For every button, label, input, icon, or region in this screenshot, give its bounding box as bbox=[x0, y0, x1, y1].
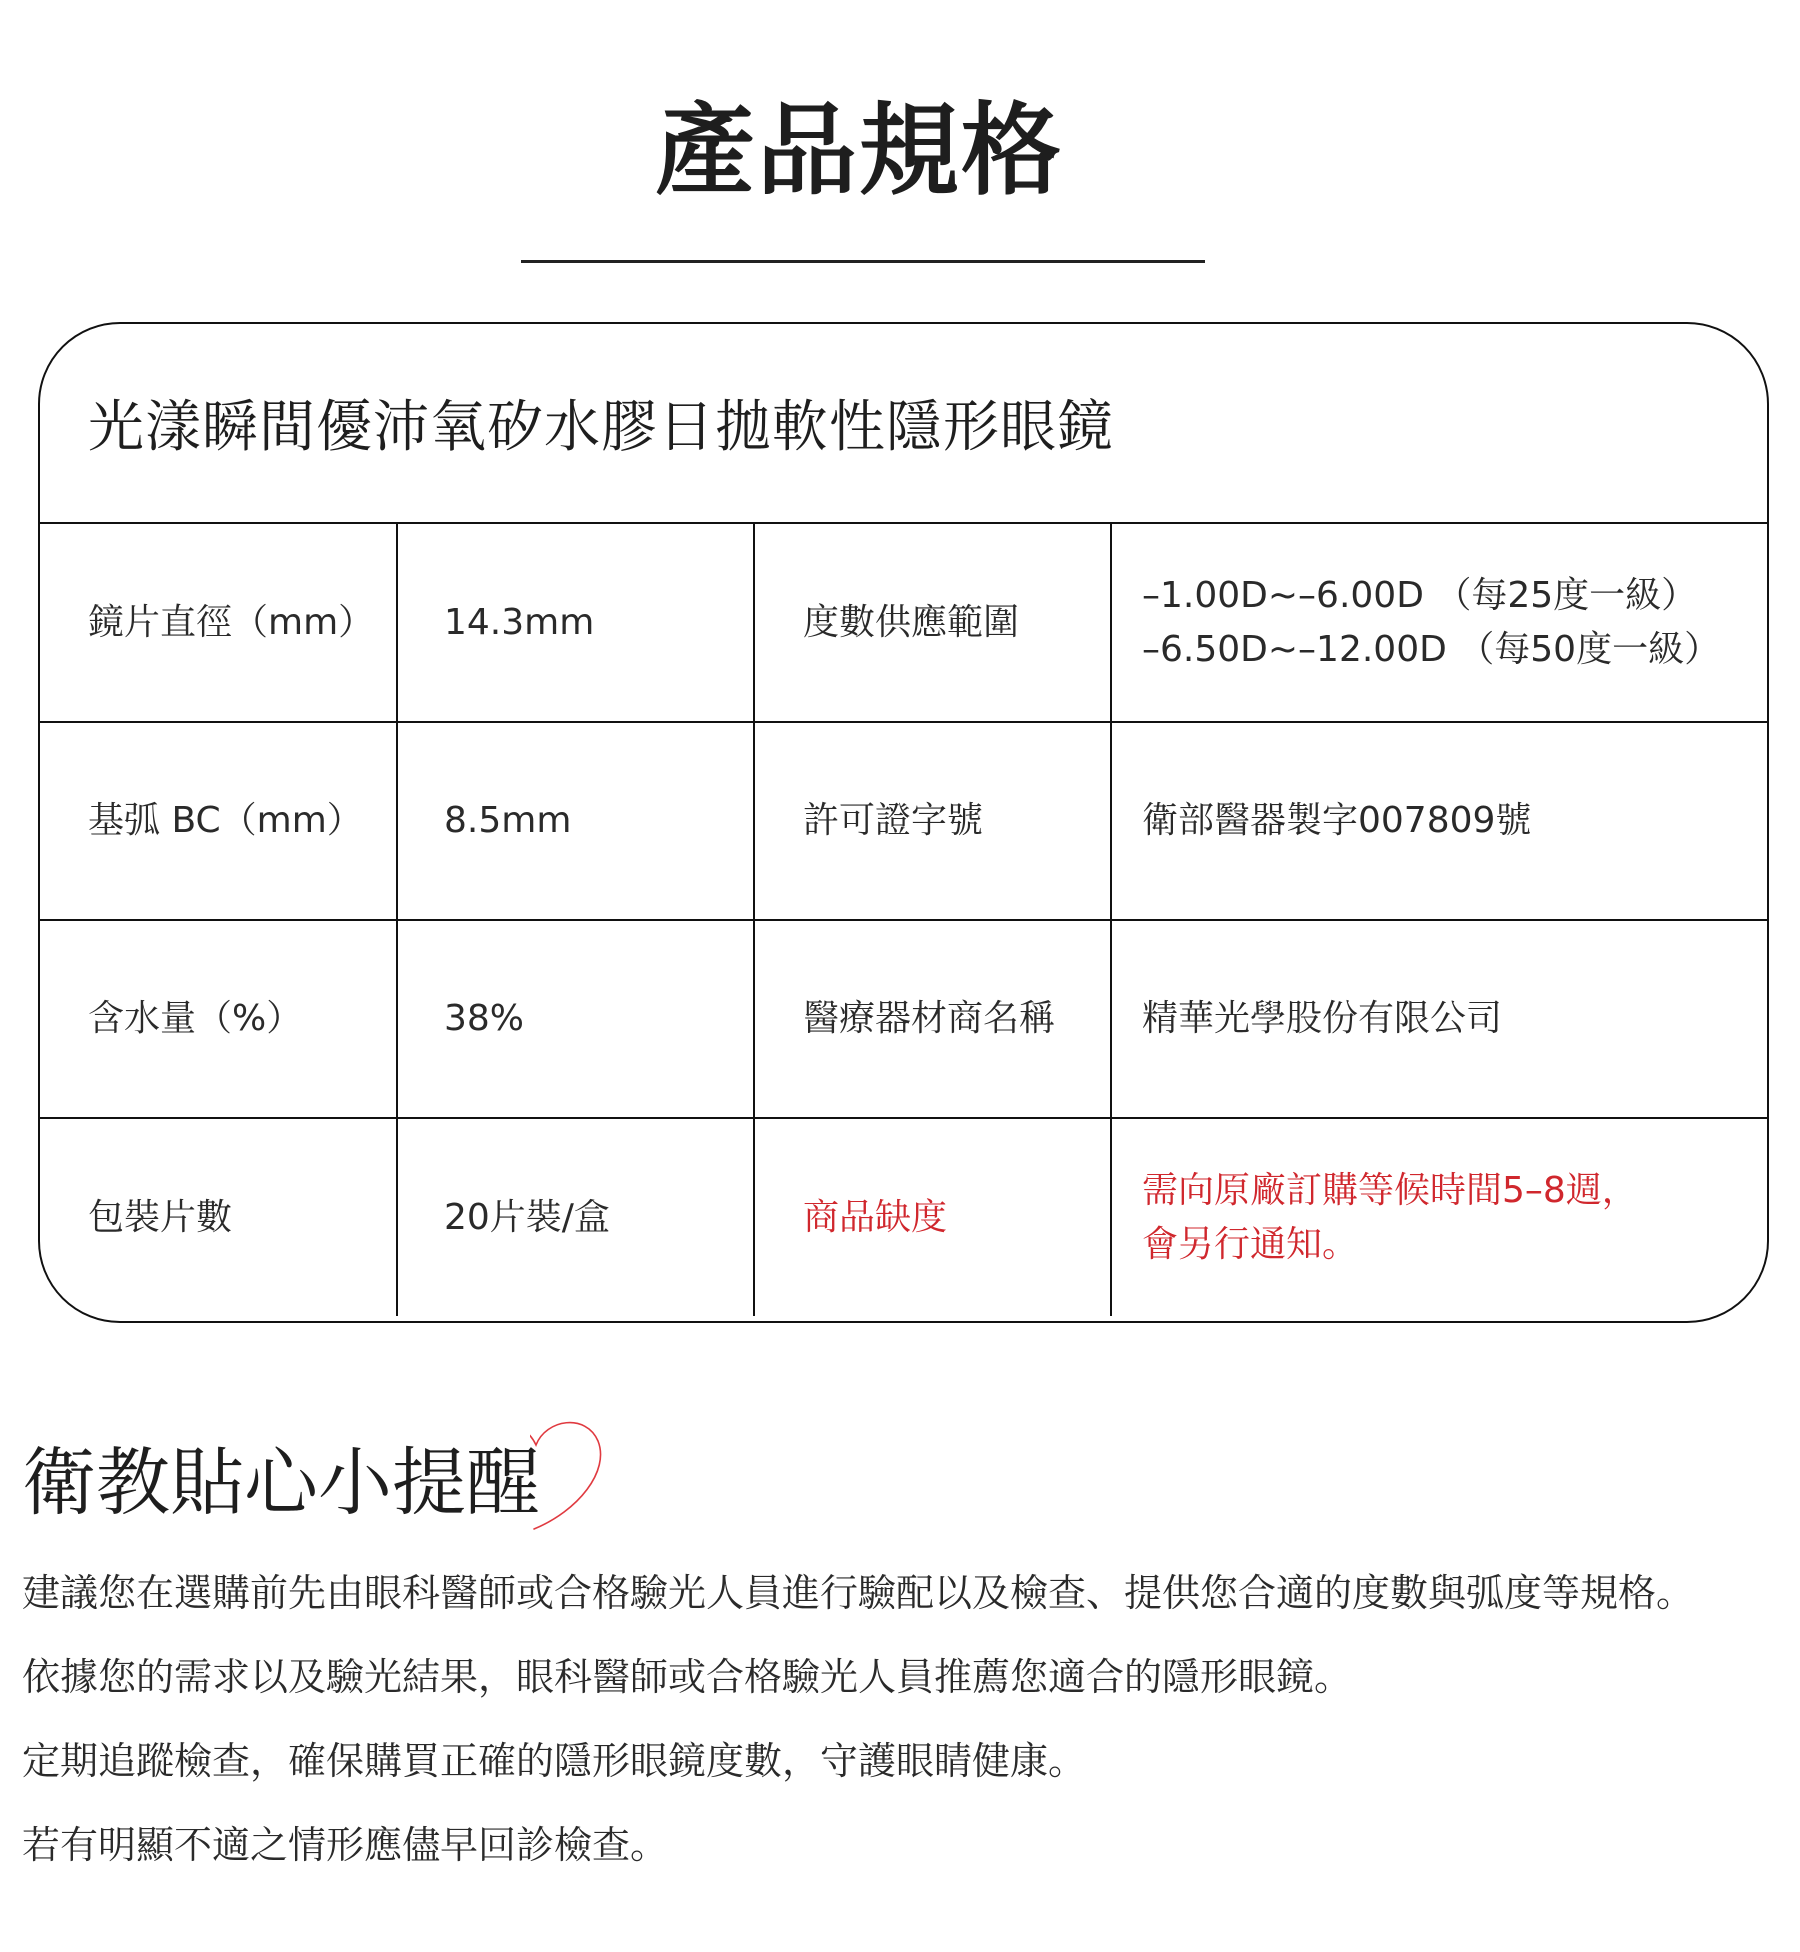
page-title: 產品規格 bbox=[655, 92, 1063, 209]
spec-table bbox=[40, 524, 1767, 1316]
spec-value: 14.3mm bbox=[397, 524, 754, 722]
spec-value: 20片裝/盒 bbox=[397, 1118, 754, 1316]
tip-item: 定期追蹤檢查，確保購買正確的隱形眼鏡度數，守護眼睛健康。 bbox=[22, 1739, 1087, 1783]
out-of-stock-label: 商品缺度 bbox=[754, 1118, 1111, 1316]
spec-value-line: –1.00D~–6.00D （每25度一級） bbox=[1142, 574, 1698, 616]
spec-row-package bbox=[40, 1118, 1767, 1316]
spec-label: 度數供應範圍 bbox=[754, 524, 1111, 722]
out-of-stock-note bbox=[1111, 1118, 1767, 1316]
spec-value-line: 衛部醫器製字007809號 bbox=[1142, 800, 1532, 841]
spec-row-diameter bbox=[40, 524, 1767, 722]
spec-value: 38% bbox=[397, 920, 754, 1118]
product-name: 光漾瞬間優沛氧矽水膠日拋軟性隱形眼鏡 bbox=[40, 324, 1767, 524]
spec-label: 許可證字號 bbox=[754, 722, 1111, 920]
tip-item: 若有明顯不適之情形應儘早回診檢查。 bbox=[22, 1823, 669, 1867]
heart-outline bbox=[530, 1423, 601, 1529]
tip-item: 依據您的需求以及驗光結果，眼科醫師或合格驗光人員推薦您適合的隱形眼鏡。 bbox=[22, 1655, 1353, 1699]
spec-card bbox=[38, 322, 1769, 1323]
spec-label: 包裝片數 bbox=[40, 1118, 397, 1316]
spec-label: 鏡片直徑（mm） bbox=[40, 524, 397, 722]
spec-label: 含水量（%） bbox=[40, 920, 397, 1118]
spec-row-water-content bbox=[40, 920, 1767, 1118]
spec-value-line: 精華光學股份有限公司 bbox=[1142, 998, 1503, 1039]
spec-label: 基弧 BC（mm） bbox=[40, 722, 397, 920]
spec-value-line: 需向原廠訂購等候時間5–8週， bbox=[1142, 1169, 1638, 1211]
tips-heading: 衛教貼心小提醒 bbox=[22, 1440, 540, 1526]
tips-list bbox=[22, 1568, 1792, 1904]
heart-icon bbox=[530, 1413, 610, 1538]
tip-item: 建議您在選購前先由眼科醫師或合格驗光人員進行驗配以及檢查、提供您合適的度數與弧度等規格。 bbox=[22, 1571, 1695, 1615]
spec-value bbox=[1111, 920, 1767, 1118]
title-divider bbox=[521, 260, 1205, 263]
spec-value bbox=[1111, 524, 1767, 722]
spec-value: 8.5mm bbox=[397, 722, 754, 920]
spec-value-line: 會另行通知。 bbox=[1142, 1223, 1359, 1265]
spec-value-line: –6.50D~–12.00D （每50度一級） bbox=[1142, 628, 1721, 670]
spec-row-base-curve bbox=[40, 722, 1767, 920]
spec-label: 醫療器材商名稱 bbox=[754, 920, 1111, 1118]
spec-value bbox=[1111, 722, 1767, 920]
